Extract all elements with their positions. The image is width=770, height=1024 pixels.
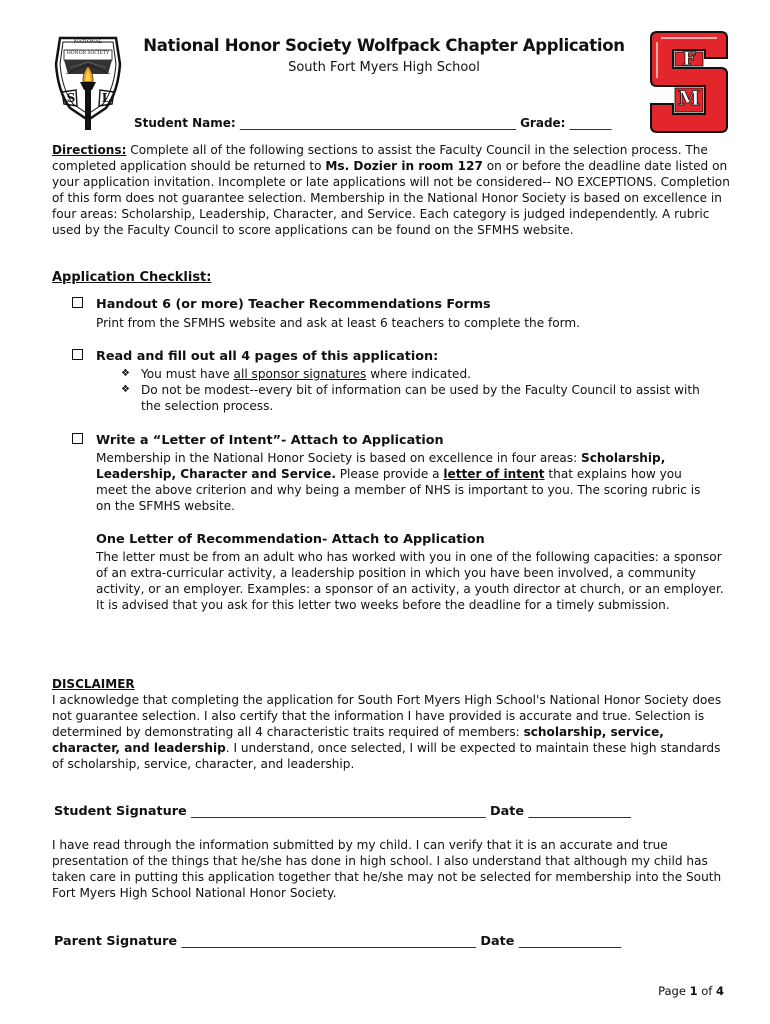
parent-statement: I have read through the information submitted by my child. I can verify that it is an accurate and true presentation of the things that he/she has done in high school. I also understand that although my child has taken care in putting this application together that he/she may not be selected for membership into the South Fort Myers High School National Honor Society. (52, 838, 722, 900)
parent-signature-field[interactable]: ______________________________________________ (181, 934, 476, 949)
nhs-emblem-top-text: NATIONAL (73, 39, 103, 45)
item2-title: Read and fill out all 4 pages of this application: (96, 349, 439, 364)
directions-label: Directions: (52, 143, 127, 157)
item2-bullet1-underlined: all sponsor signatures (233, 367, 367, 381)
item4-title: One Letter of Recommendation- Attach to Application (96, 532, 485, 547)
checkbox-letter-of-intent[interactable] (72, 433, 83, 444)
page-label: Page (658, 984, 686, 998)
sfm-block-s-logo-icon (647, 28, 731, 136)
nhs-emblem-logo (50, 34, 126, 134)
parent-date-label: Date (480, 934, 515, 949)
directions-text-2: on or before the deadline date listed on your application invitation. Incomplete or late applications will not be considered-- NO EXCEPTIONS. Completion of this form does not guarantee selection. Membership in the National Honor Society is based on excellence in four areas: Scholarship, Leadership, Character, and Service. Each category is judged independently. A rubric used by the Faculty Council to score applications can be found on the SFMHS website. (52, 159, 730, 237)
item3-text-3: that explains how you meet the above criterion and why being a member of NHS is important to you. The scoring rubric is on the SFMHS website. (96, 467, 701, 513)
directions-text-1: Complete all of the following sections to assist the Faculty Council in the selection process. The completed application should be returned to (52, 143, 708, 173)
disclaimer-text-1: I acknowledge that completing the application for South Fort Myers High School's National Honor Society does not guarantee selection. I also certify that the information I have provided is accurate and true. Selection is determined by demonstrating all 4 characteristic traits required of members: (52, 693, 722, 739)
sfm-logo-letter-m: M (677, 86, 701, 110)
student-signature-label: Student Signature (54, 804, 187, 819)
disclaimer-text-2: . I understand, once selected, I will be expected to maintain these high standards of scholarship, service, character, and leadership. (52, 741, 721, 771)
parent-date-field[interactable]: ________________ (518, 934, 622, 949)
item2-bullet1-pre: You must have (141, 367, 234, 381)
item2-bullet1-post: where indicated. (366, 367, 472, 381)
page-current: 1 (689, 984, 698, 998)
item3-areas: Scholarship, Leadership, Character and Service. (96, 451, 666, 481)
item1-title: Handout 6 (or more) Teacher Recommendations Forms (96, 297, 491, 312)
disclaimer-traits: scholarship, service, character, and leadership (52, 725, 664, 755)
item3-text-2: Please provide a (335, 467, 444, 481)
sfm-logo-letter-f: F (682, 48, 696, 70)
nhs-emblem-bottom-text: HONOR SOCIETY (66, 51, 110, 56)
checkbox-teacher-recommendations[interactable] (72, 297, 83, 308)
of-label: of (701, 984, 713, 998)
diamond-bullet-icon: ❖ (121, 368, 130, 379)
sfm-block-logo (647, 28, 731, 136)
checklist-heading: Application Checklist: (52, 270, 212, 285)
checkbox-fill-application[interactable] (72, 349, 83, 360)
student-signature-field[interactable]: ______________________________________________ (191, 804, 486, 819)
directions-paragraph (52, 142, 732, 238)
disclaimer-text (52, 692, 732, 772)
nhs-emblem-letter-l: L (101, 91, 111, 105)
item3-title: Write a “Letter of Intent”- Attach to Application (96, 433, 444, 448)
student-date-field[interactable]: ________________ (528, 804, 631, 819)
nhs-torch-emblem-icon (50, 34, 126, 134)
diamond-bullet-icon: ❖ (121, 384, 130, 395)
student-date-label: Date (489, 804, 525, 819)
parent-signature-label: Parent Signature (54, 934, 178, 949)
parent-signature-row (54, 934, 621, 949)
item3-text-1: Membership in the National Honor Society is based on excellence in four areas: (96, 451, 582, 465)
student-name-label: Student Name: (134, 116, 236, 130)
grade-label: Grade: (520, 116, 566, 130)
page-number (658, 984, 724, 998)
student-name-field[interactable]: ______________________________________________ (239, 116, 516, 130)
item3-letter-of-intent: letter of intent (443, 467, 545, 481)
item2-bullet2: Do not be modest--every bit of information can be used by the Faculty Council to assist with the selection process. (141, 383, 700, 413)
item1-text: Print from the SFMHS website and ask at least 6 teachers to complete the form. (96, 316, 581, 330)
item2-bullet1 (141, 366, 471, 382)
disclaimer-heading: DISCLAIMER (52, 677, 135, 691)
student-signature-row (54, 804, 631, 819)
page-total: 4 (715, 984, 724, 998)
item4-text: The letter must be from an adult who has worked with you in one of the following capacities: a sponsor of an extra-curricular activity, a leadership position in which you have been involved, a community activity, or an employer. Examples: a sponsor of an activity, a youth director at church, or an employer. It is advised that you ask for this letter two weeks before the deadline for a timely submission. (96, 550, 724, 612)
student-name-row (134, 116, 612, 130)
page-title: National Honor Society Wolfpack Chapter Application (143, 36, 625, 55)
grade-field[interactable]: _______ (569, 116, 612, 130)
school-name: South Fort Myers High School (288, 60, 480, 75)
nhs-emblem-letter-s: S (66, 91, 76, 105)
item3-text (96, 450, 716, 514)
directions-room: Ms. Dozier in room 127 (325, 159, 483, 173)
